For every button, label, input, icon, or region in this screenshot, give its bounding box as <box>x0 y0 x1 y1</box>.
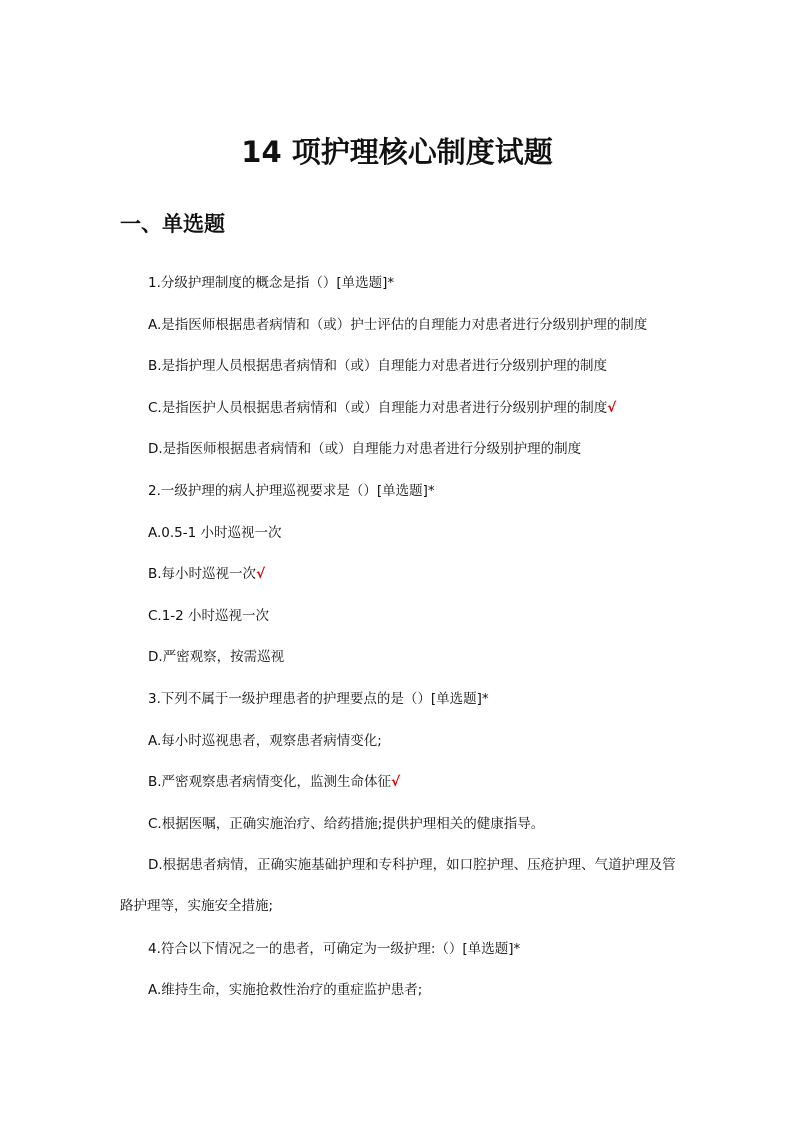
q3-option-c: C.根据医嘱，正确实施治疗、给药措施;提供护理相关的健康指导。 <box>148 816 545 832</box>
correct-check-mark: √ <box>391 774 401 790</box>
question-4: 4.符合以下情况之一的患者，可确定为一级护理:（）[单选题]* <box>148 941 521 957</box>
q2-option-c: C.1-2 小时巡视一次 <box>148 608 270 624</box>
question-3: 3.下列不属于一级护理患者的护理要点的是（）[单选题]* <box>148 691 489 707</box>
q2-option-a: A.0.5-1 小时巡视一次 <box>148 525 282 541</box>
page-title: 14 项护理核心制度试题 <box>241 135 553 169</box>
question-1: 1.分级护理制度的概念是指（）[单选题]* <box>148 275 395 291</box>
q3-option-d: D.根据患者病情，正确实施基础护理和专科护理，如口腔护理、压疮护理、气道护理及管路护理等，实施安全措施; <box>120 857 676 914</box>
q1-option-d: D.是指医师根据患者病情和（或）自理能力对患者进行分级别护理的制度 <box>148 441 582 457</box>
section-heading: 一、单选题 <box>120 212 225 236</box>
q1-option-c: C.是指医护人员根据患者病情和（或）自理能力对患者进行分级别护理的制度√ <box>148 400 617 416</box>
q3-option-a: A.每小时巡视患者，观察患者病情变化; <box>148 733 382 749</box>
q2-option-b: B.每小时巡视一次√ <box>148 566 266 582</box>
q2-option-d: D.严密观察，按需巡视 <box>148 649 285 665</box>
q1-option-b: B.是指护理人员根据患者病情和（或）自理能力对患者进行分级别护理的制度 <box>148 358 608 374</box>
q3-option-b: B.严密观察患者病情变化，监测生命体征√ <box>148 774 401 790</box>
question-2: 2.一级护理的病人护理巡视要求是（）[单选题]* <box>148 483 435 499</box>
correct-check-mark: √ <box>256 566 266 582</box>
q4-option-a: A.维持生命，实施抢救性治疗的重症监护患者; <box>148 982 423 998</box>
correct-check-mark: √ <box>607 400 617 416</box>
q1-option-a: A.是指医师根据患者病情和（或）护士评估的自理能力对患者进行分级别护理的制度 <box>148 317 648 333</box>
